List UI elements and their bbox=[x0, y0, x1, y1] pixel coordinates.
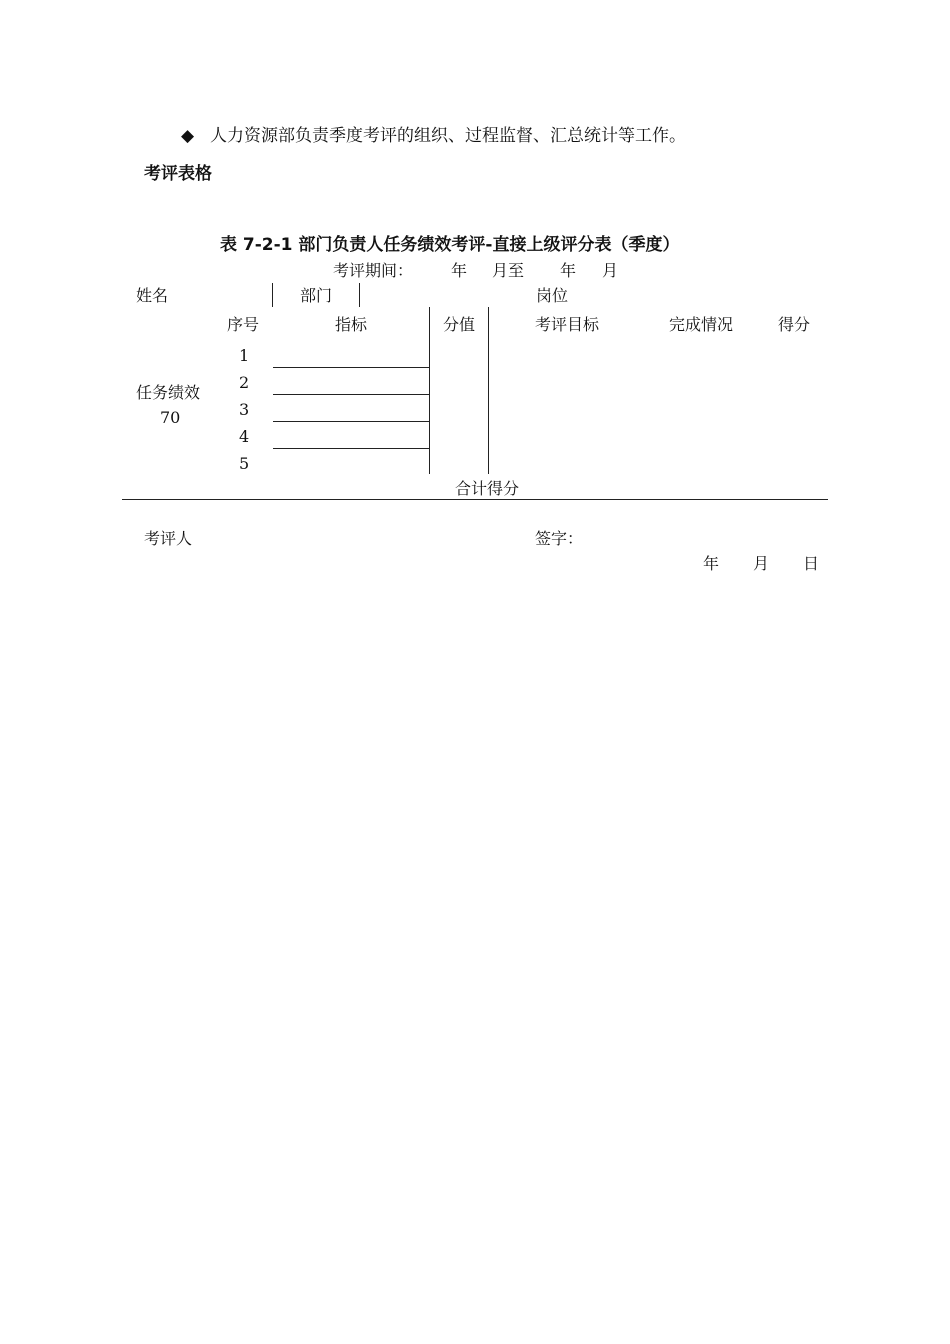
divider bbox=[359, 283, 360, 307]
period-month-start: 月至 bbox=[492, 261, 525, 280]
table-bottom-rule bbox=[122, 499, 828, 500]
header-completion: 完成情况 bbox=[669, 315, 734, 334]
row-seq: 3 bbox=[239, 400, 250, 419]
row-seq: 5 bbox=[239, 454, 250, 473]
section-heading: 考评表格 bbox=[144, 164, 212, 184]
date-day: 日 bbox=[803, 554, 820, 573]
row-line bbox=[273, 367, 430, 368]
row-line bbox=[273, 421, 430, 422]
signature-label: 签字： bbox=[535, 529, 584, 548]
header-target: 考评目标 bbox=[535, 315, 600, 334]
period-year-end: 年 bbox=[560, 261, 577, 280]
name-label: 姓名 bbox=[136, 286, 169, 305]
table-title: 表 7-2-1 部门负责人任务绩效考评-直接上级评分表（季度） bbox=[220, 235, 680, 255]
date-year: 年 bbox=[703, 554, 720, 573]
evaluator-label: 考评人 bbox=[144, 529, 193, 548]
column-divider-target bbox=[488, 307, 489, 474]
period-label: 考评期间： bbox=[333, 261, 414, 280]
bullet-text: 人力资源部负责季度考评的组织、过程监督、汇总统计等工作。 bbox=[210, 126, 686, 146]
header-score: 得分 bbox=[778, 315, 811, 334]
row-seq: 2 bbox=[239, 373, 250, 392]
dept-label: 部门 bbox=[300, 286, 333, 305]
divider bbox=[272, 283, 273, 307]
row-seq: 4 bbox=[239, 427, 250, 446]
row-line bbox=[273, 448, 430, 449]
category-weight: 70 bbox=[160, 408, 181, 427]
row-seq: 1 bbox=[239, 346, 250, 365]
row-line bbox=[273, 394, 430, 395]
header-seq: 序号 bbox=[227, 315, 260, 334]
category-name: 任务绩效 bbox=[136, 383, 201, 402]
bullet-diamond-icon: ◆ bbox=[181, 126, 195, 146]
total-label: 合计得分 bbox=[455, 479, 520, 498]
header-score-value: 分值 bbox=[443, 315, 476, 334]
position-label: 岗位 bbox=[536, 286, 569, 305]
period-year-start: 年 bbox=[451, 261, 468, 280]
header-indicator: 指标 bbox=[335, 315, 368, 334]
date-month: 月 bbox=[753, 554, 770, 573]
period-month-end: 月 bbox=[602, 261, 619, 280]
